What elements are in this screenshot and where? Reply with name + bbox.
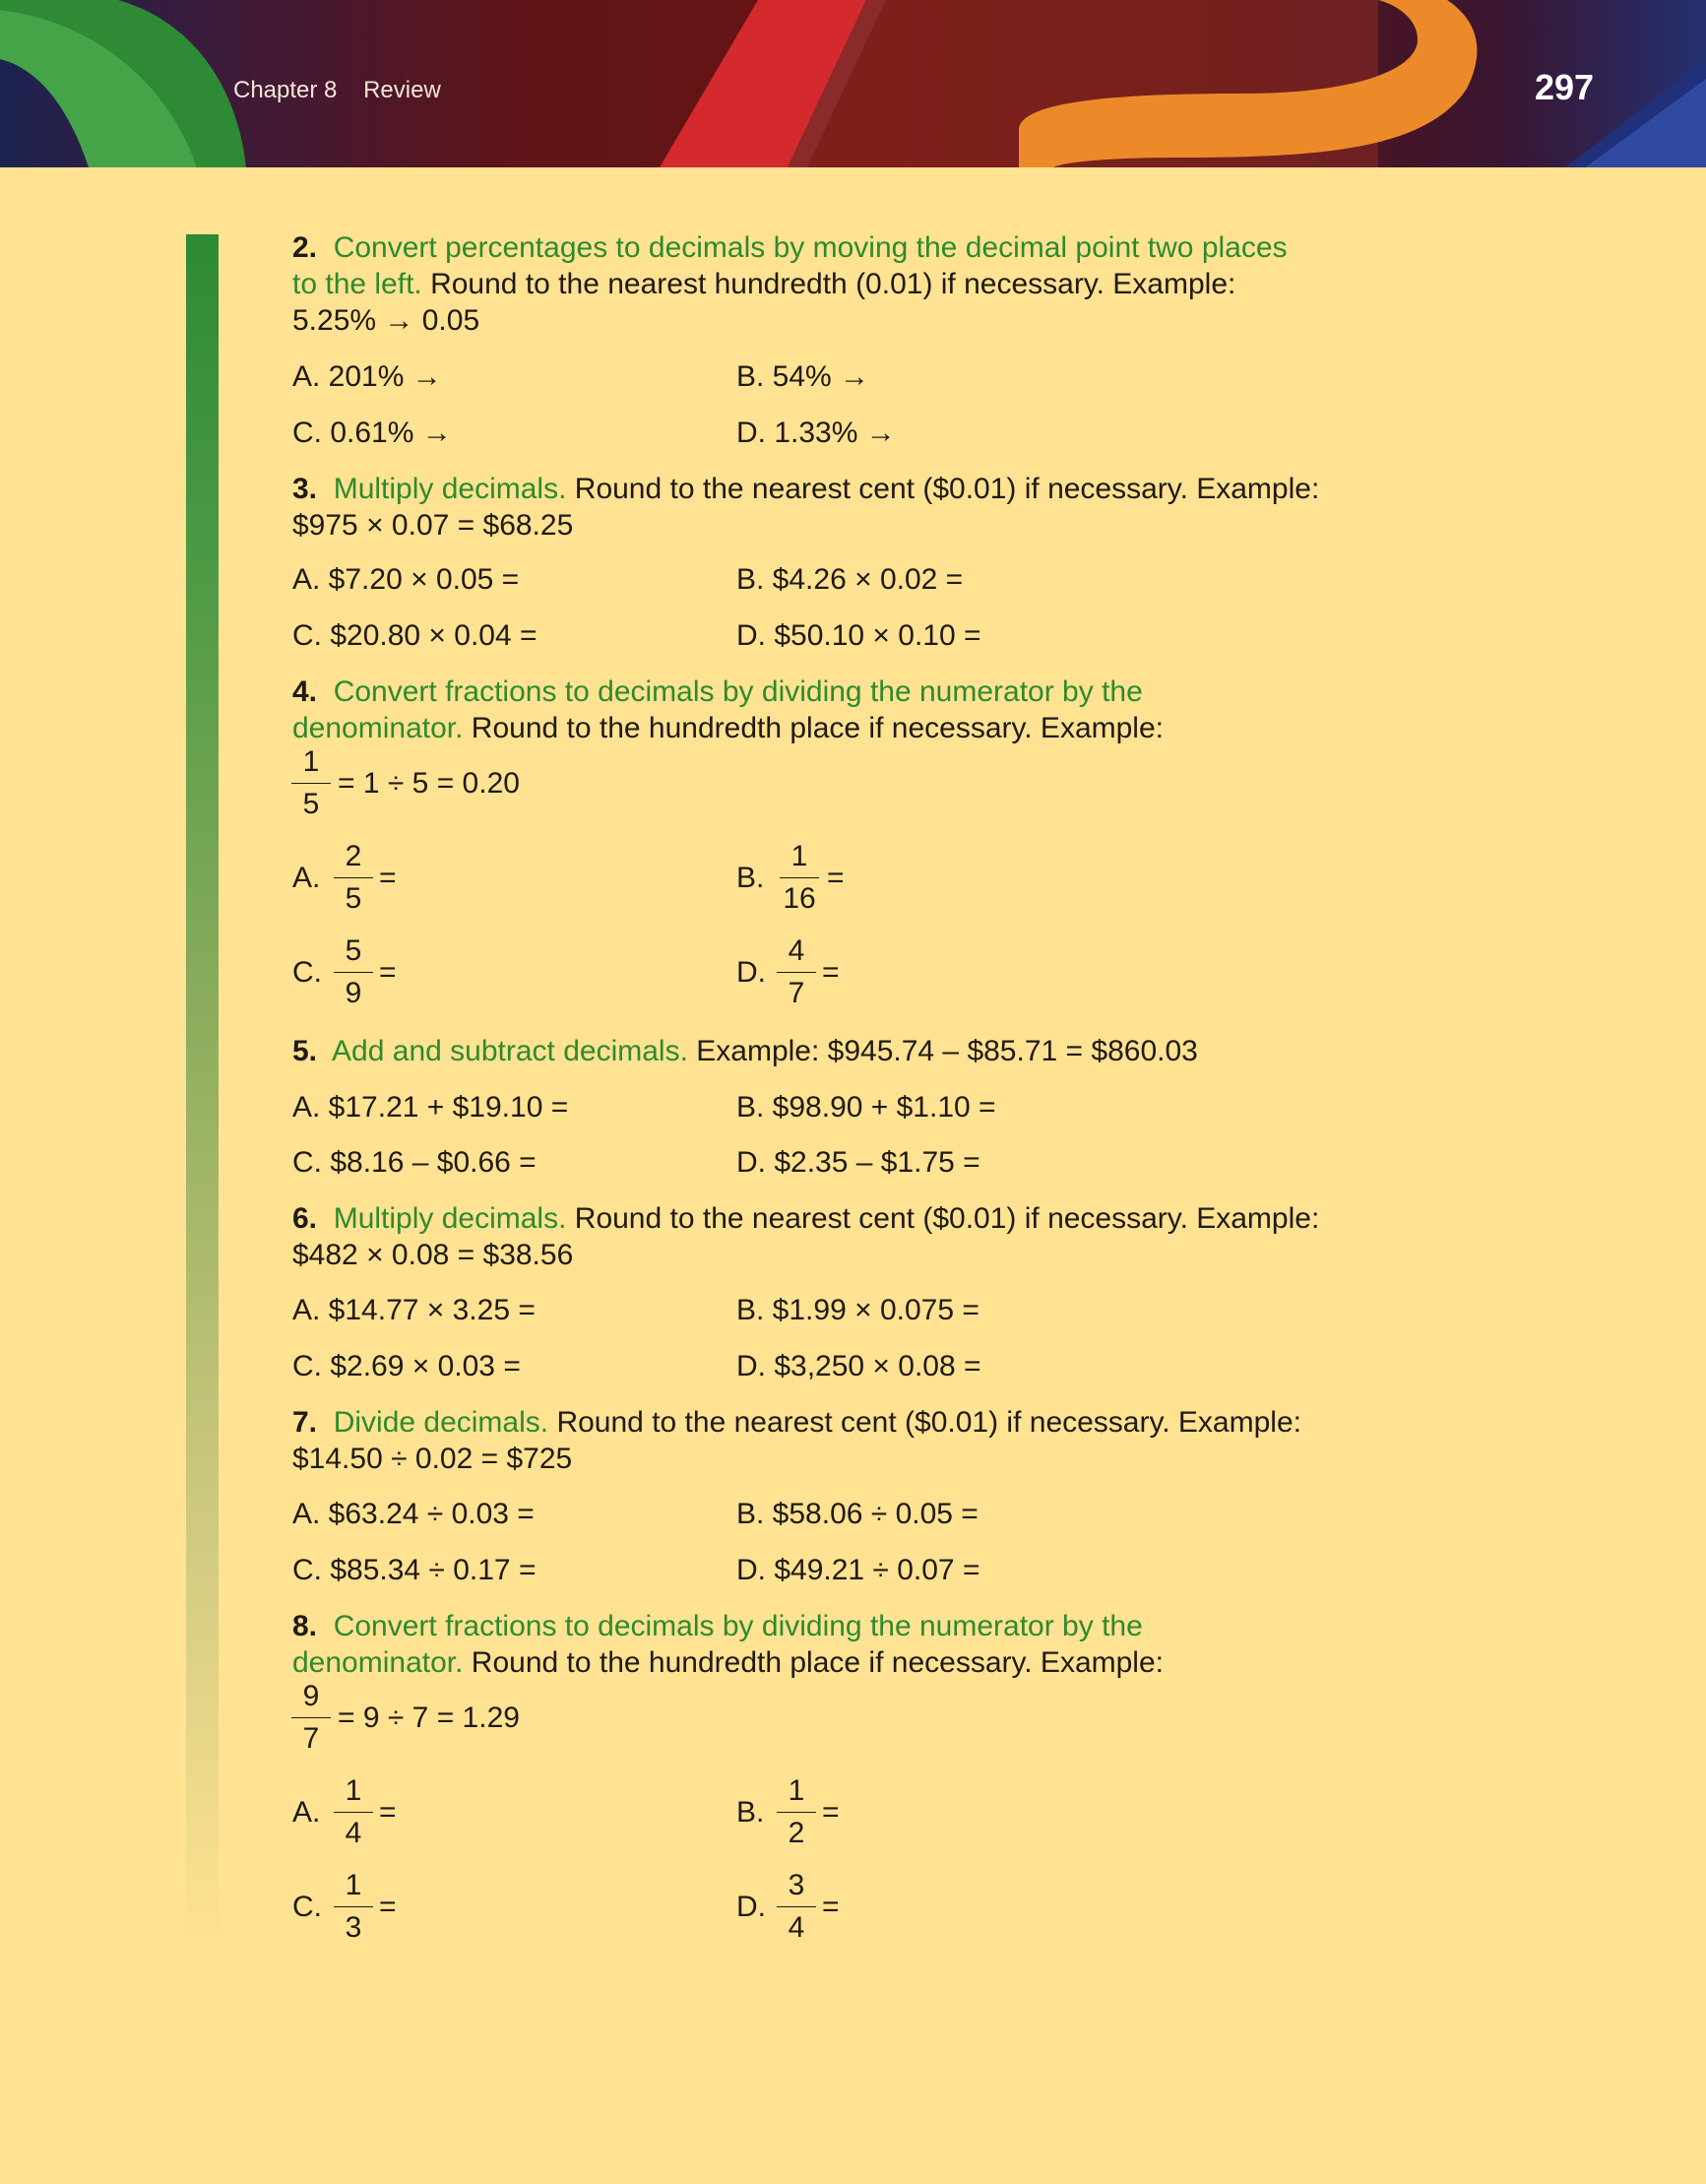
chapter-label: Chapter 8 Review bbox=[233, 77, 441, 103]
problem-5-item-c: C. $8.16 – $0.66 = bbox=[292, 1146, 537, 1179]
problem-4-item-b-label: B. bbox=[736, 862, 765, 894]
problem-8-example-result: = 9 ÷ 7 = 1.29 bbox=[338, 1702, 520, 1734]
problem-5-line-1 bbox=[292, 1033, 1198, 1069]
problem-8-item-c-label: C. bbox=[292, 1891, 322, 1923]
problem-8-line-1 bbox=[292, 1608, 1143, 1644]
problem-6-item-a: A. $14.77 × 3.25 = bbox=[292, 1294, 536, 1326]
problem-7-item-d: D. $49.21 ÷ 0.07 = bbox=[736, 1554, 980, 1586]
problem-number: 8. bbox=[292, 1610, 318, 1642]
problem-6-example: $482 × 0.08 = $38.56 bbox=[292, 1239, 574, 1271]
problem-3-item-b: B. $4.26 × 0.02 = bbox=[736, 563, 964, 596]
problem-title: Divide decimals. bbox=[333, 1406, 549, 1439]
page-number: 297 bbox=[1535, 67, 1595, 107]
problem-5-item-a: A. $17.21 + $19.10 = bbox=[292, 1091, 569, 1124]
problem-3-example: $975 × 0.07 = $68.25 bbox=[292, 509, 574, 542]
problem-2-item-c: C. 0.61% → bbox=[292, 417, 452, 449]
problem-7-item-b: B. $58.06 ÷ 0.05 = bbox=[736, 1498, 979, 1530]
problem-4-item-a-eq: = bbox=[379, 862, 397, 894]
problem-title-cont: denominator. bbox=[292, 1646, 464, 1679]
problem-4-item-b-fraction: 1 16 bbox=[780, 840, 819, 916]
numerator: 9 bbox=[302, 1680, 320, 1712]
problem-6-line-1 bbox=[292, 1200, 1319, 1237]
problem-5-item-b: B. $98.90 + $1.10 = bbox=[736, 1091, 996, 1124]
problem-instructions: Round to the nearest hundredth (0.01) if necessary. Example: bbox=[421, 268, 1236, 300]
numerator: 1 bbox=[302, 745, 320, 778]
problem-8-item-a-eq: = bbox=[379, 1796, 397, 1829]
problem-2-item-a: A. 201% → bbox=[292, 360, 442, 393]
problem-title: Convert fractions to decimals by dividing the numerator by the bbox=[333, 675, 1143, 708]
problem-8-item-c-fraction: 1 3 bbox=[334, 1869, 373, 1945]
problem-8-item-a-fraction: 1 4 bbox=[334, 1774, 373, 1850]
problem-2-example: 5.25% → 0.05 bbox=[292, 304, 480, 337]
problem-3-item-d: D. $50.10 × 0.10 = bbox=[736, 619, 981, 652]
problem-4-item-c-label: C. bbox=[292, 956, 322, 989]
denominator: 7 bbox=[302, 1722, 320, 1755]
problem-7-example: $14.50 ÷ 0.02 = $725 bbox=[292, 1443, 573, 1475]
problem-4-item-d-fraction: 4 7 bbox=[777, 934, 816, 1010]
problem-8-item-b-fraction: 1 2 bbox=[777, 1774, 816, 1850]
problem-title: Multiply decimals. bbox=[333, 1202, 567, 1235]
side-accent-bar bbox=[186, 234, 219, 1938]
problem-number: 4. bbox=[292, 675, 318, 708]
problem-number: 6. bbox=[292, 1202, 318, 1235]
problem-title: Convert percentages to decimals by moving the decimal point two places bbox=[333, 231, 1288, 264]
problem-4-line-1 bbox=[292, 674, 1143, 710]
problem-4-example-fraction bbox=[291, 745, 331, 821]
header-banner bbox=[0, 0, 1706, 167]
problem-8-item-d-label: D. bbox=[736, 1891, 766, 1923]
problem-instructions: Example: $945.74 – $85.71 = $860.03 bbox=[687, 1035, 1198, 1067]
problem-8-item-a-label: A. bbox=[292, 1796, 321, 1829]
problem-8-item-b-label: B. bbox=[736, 1796, 765, 1829]
problem-title: Convert fractions to decimals by dividing the numerator by the bbox=[333, 1610, 1143, 1642]
problem-6-item-d: D. $3,250 × 0.08 = bbox=[736, 1350, 981, 1382]
problem-number: 7. bbox=[292, 1406, 318, 1439]
problem-instructions: Round to the nearest cent ($0.01) if necessary. Example: bbox=[548, 1406, 1301, 1439]
problem-4-item-b-eq: = bbox=[827, 862, 845, 894]
problem-number: 2. bbox=[292, 231, 318, 264]
problem-title: Multiply decimals. bbox=[333, 473, 567, 505]
problem-4-line-2 bbox=[292, 710, 1164, 746]
problem-4-item-a-fraction: 2 5 bbox=[334, 840, 373, 916]
problem-4-item-d-eq: = bbox=[822, 956, 840, 989]
problem-title-cont: to the left. bbox=[292, 268, 422, 300]
problem-instructions: Round to the hundredth place if necessary. Example: bbox=[463, 1646, 1164, 1679]
problem-number: 3. bbox=[292, 473, 318, 505]
problem-4-item-c-eq: = bbox=[379, 956, 397, 989]
problem-4-item-c-fraction: 5 9 bbox=[334, 934, 373, 1010]
problem-8-item-c-eq: = bbox=[379, 1891, 397, 1923]
problem-8-item-b-eq: = bbox=[822, 1796, 840, 1829]
problem-4-example-result: = 1 ÷ 5 = 0.20 bbox=[338, 767, 520, 800]
problem-instructions: Round to the nearest cent ($0.01) if necessary. Example: bbox=[566, 1202, 1320, 1235]
problem-8-item-d-fraction: 3 4 bbox=[777, 1869, 816, 1945]
problem-number: 5. bbox=[292, 1035, 318, 1067]
problem-title-cont: denominator. bbox=[292, 712, 464, 744]
problem-8-line-2 bbox=[292, 1644, 1164, 1681]
problem-7-item-c: C. $85.34 ÷ 0.17 = bbox=[292, 1554, 537, 1586]
problem-6-item-b: B. $1.99 × 0.075 = bbox=[736, 1294, 979, 1326]
problem-7-line-1 bbox=[292, 1404, 1301, 1441]
problem-3-line-1 bbox=[292, 471, 1319, 507]
problem-2-line-1 bbox=[292, 229, 1288, 266]
problem-3-item-c: C. $20.80 × 0.04 = bbox=[292, 619, 537, 652]
problem-8-item-d-eq: = bbox=[822, 1891, 840, 1923]
denominator: 5 bbox=[302, 788, 320, 820]
problem-2-item-b: B. 54% → bbox=[736, 360, 870, 393]
problem-5-item-d: D. $2.35 – $1.75 = bbox=[736, 1146, 980, 1179]
problem-title: Add and subtract decimals. bbox=[332, 1035, 688, 1067]
problem-3-item-a: A. $7.20 × 0.05 = bbox=[292, 563, 520, 596]
problem-4-item-a-label: A. bbox=[292, 862, 321, 894]
problem-6-item-c: C. $2.69 × 0.03 = bbox=[292, 1350, 521, 1382]
problem-4-item-d-label: D. bbox=[736, 956, 766, 989]
problem-instructions: Round to the hundredth place if necessary. Example: bbox=[463, 712, 1164, 744]
problem-7-item-a: A. $63.24 ÷ 0.03 = bbox=[292, 1498, 535, 1530]
problem-2-line-2 bbox=[292, 266, 1235, 302]
problem-2-item-d: D. 1.33% → bbox=[736, 417, 896, 449]
problem-8-example-fraction bbox=[291, 1680, 331, 1756]
problem-instructions: Round to the nearest cent ($0.01) if necessary. Example: bbox=[566, 473, 1320, 505]
